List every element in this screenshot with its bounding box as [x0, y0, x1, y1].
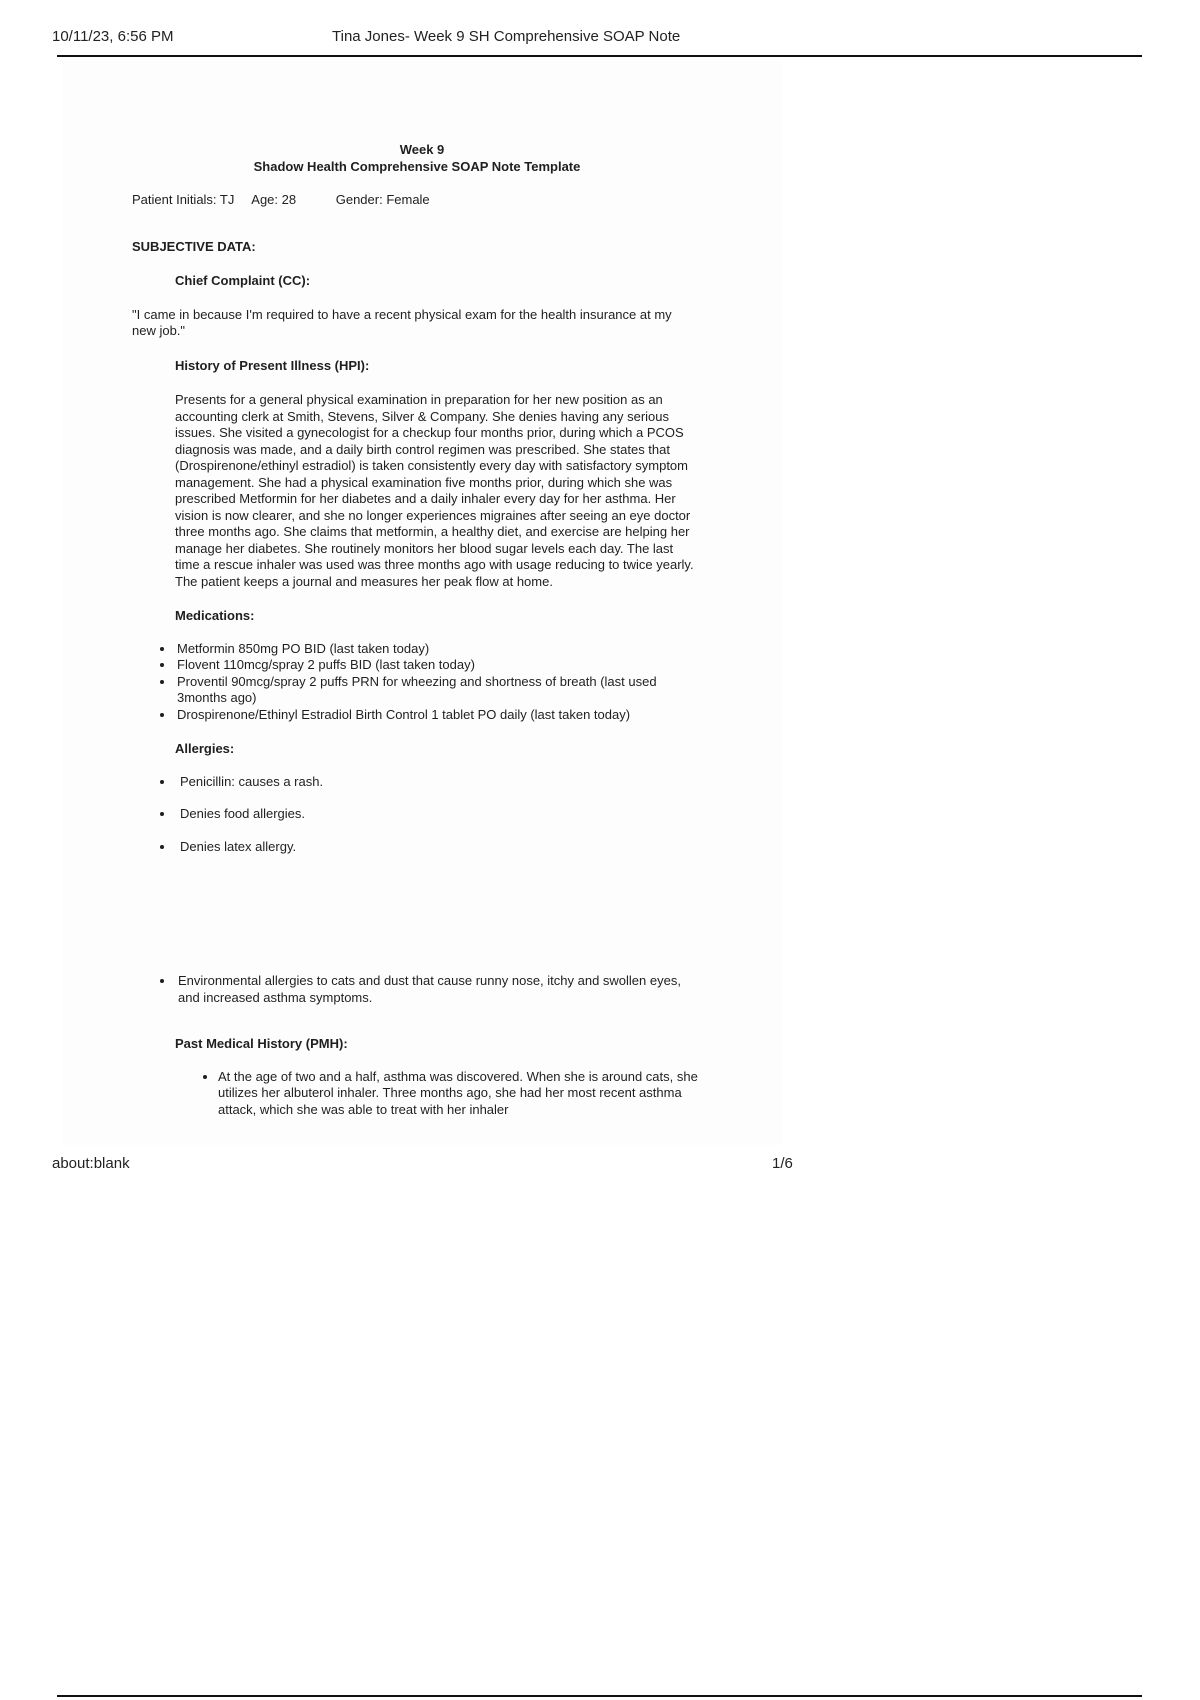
allergies-list	[142, 774, 702, 856]
patient-info	[132, 192, 702, 209]
medication-item: • Flovent 110mcg/spray 2 puffs BID (last taken today)	[175, 657, 702, 674]
subjective-title: SUBJECTIVE DATA:	[132, 238, 256, 254]
patient-age: Age: 28	[251, 192, 297, 207]
allergy-item: • Denies latex allergy.	[175, 839, 702, 856]
doc-heading: Shadow Health Comprehensive SOAP Note Template	[253, 158, 581, 174]
print-footer-url: about:blank	[52, 1155, 130, 1172]
hpi-title: History of Present Illness (HPI):	[175, 357, 370, 373]
cc-title: Chief Complaint (CC):	[175, 273, 311, 288]
allergies-title: Allergies:	[175, 741, 235, 756]
environmental-allergy-block	[142, 973, 702, 1006]
document-page	[62, 60, 782, 1145]
pmh-item: • At the age of two and a half, asthma was discovered. When she is around cats, she utilizes her albuterol inhaler. Three months ago, she had her most recent asthma attack, which she was able to treat with her inhaler	[218, 1069, 702, 1119]
medication-item: • Drospirenone/Ethinyl Estradiol Birth Control 1 tablet PO daily (last taken today)	[175, 707, 702, 724]
patient-gender: Gender: Female	[335, 192, 430, 207]
patient-initials: Patient Initials: TJ	[132, 192, 235, 207]
medications-list	[142, 641, 702, 724]
header-rule	[57, 55, 1142, 57]
doc-week: Week 9	[399, 142, 445, 157]
pmh-list	[142, 1069, 702, 1119]
medication-item: • Proventil 90mcg/spray 2 puffs PRN for wheezing and shortness of breath (last used 3months ago)	[175, 674, 702, 707]
next-page-rule	[57, 1695, 1142, 1697]
print-title: Tina Jones- Week 9 SH Comprehensive SOAP Note	[332, 28, 681, 45]
print-page-number: 1/6	[772, 1155, 793, 1172]
medications-title: Medications:	[175, 608, 255, 623]
hpi-text: Presents for a general physical examination in preparation for her new position as an accounting clerk at Smith, Stevens, Silver & Company. She denies having any serious issues. She visited a gynecologist for a checkup four months prior, during which a PCOS diagnosis was made, and a daily birth control regimen was prescribed. She states that (Drospirenone/ethinyl estradiol) is taken consistently every day with satisfactory symptom management. She had a physical examination five months prior, during which she was prescribed Metformin for her diabetes and a daily inhaler every day for her asthma. Her vision is now clearer, and she no longer experiences migraines after seeing an eye doctor three months ago. She claims that metformin, a healthy diet, and exercise are helping her manage her diabetes. She routinely monitors her blood sugar levels each day. The last time a rescue inhaler was used was three months ago with usage reducing to twice yearly. The patient keeps a journal and measures her peak flow at home.	[175, 392, 694, 589]
cc-text: "I came in because I'm required to have a recent physical exam for the health insurance at my new job."	[132, 306, 672, 338]
pmh-title: Past Medical History (PMH):	[175, 1036, 348, 1051]
medication-item: • Metformin 850mg PO BID (last taken today)	[175, 641, 702, 658]
soap-note	[132, 142, 702, 1118]
allergy-item: • Denies food allergies.	[175, 806, 702, 823]
print-date: 10/11/23, 6:56 PM	[52, 28, 174, 45]
allergy-item: • Penicillin: causes a rash.	[175, 774, 702, 791]
environmental-allergy-item: • Environmental allergies to cats and dust that cause runny nose, itchy and swollen eyes, and increased asthma symptoms.	[175, 973, 702, 1006]
